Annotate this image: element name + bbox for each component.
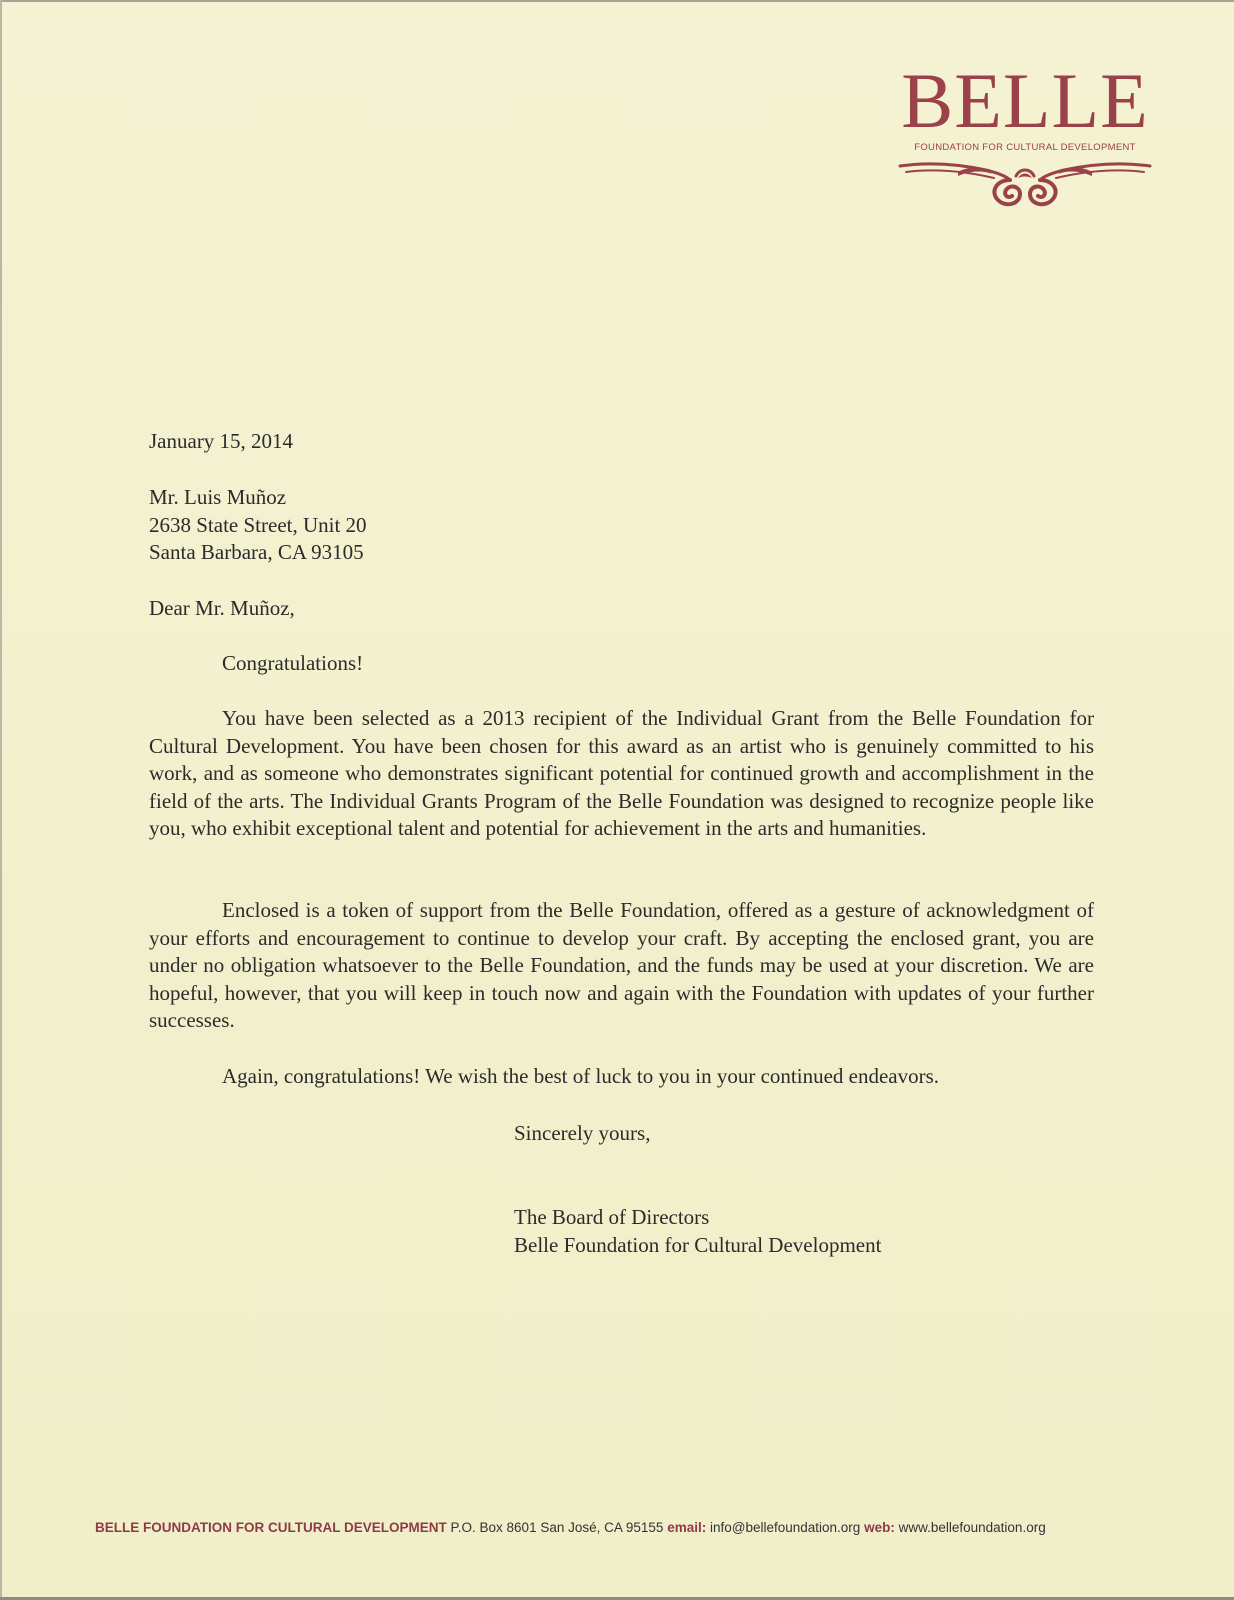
valediction: Sincerely yours,	[514, 1121, 651, 1145]
letter-date: January 15, 2014	[149, 429, 294, 453]
signature-block	[514, 1204, 881, 1259]
recipient-address	[149, 484, 367, 567]
closing-line: Again, congratulations! We wish the best of luck to you in your continued endeavors.	[222, 1064, 940, 1088]
recipient-name: Mr. Luis Muñoz	[149, 485, 287, 509]
signature-line-2: Belle Foundation for Cultural Development	[514, 1232, 882, 1257]
paper-edge-left	[0, 0, 2, 1600]
brand-tagline: FOUNDATION FOR CULTURAL DEVELOPMENT	[914, 142, 1136, 153]
footer-web: www.bellefoundation.org	[898, 1520, 1046, 1535]
footer-web-label: web:	[864, 1520, 895, 1535]
footer-email-label: email:	[667, 1520, 707, 1535]
footer-email: info@bellefoundation.org	[709, 1520, 861, 1535]
recipient-city: Santa Barbara, CA 93105	[149, 540, 364, 564]
body-paragraph: Enclosed is a token of support from the Belle Foundation, offered as a gesture of acknowledgment of your efforts and encouragement to continue to develop your craft. By accepting the enclosed grant, you are under no obligation whatsoever to the Belle Foundation, and the funds may be used at your discretion. We are hopeful, however, that you will keep in touch now and again with the Foundation with updates of your further successes.	[149, 898, 1094, 1032]
letterhead-logo	[896, 57, 1154, 212]
brand-name: BELLE	[901, 57, 1149, 144]
scroll-flourish-icon	[898, 158, 1152, 212]
footer-address: P.O. Box 8601 San José, CA 95155	[450, 1520, 664, 1535]
letterhead-footer	[95, 1520, 1155, 1535]
footer-org-name: BELLE FOUNDATION FOR CULTURAL DEVELOPMENT	[95, 1520, 447, 1535]
paper-edge-top	[0, 0, 1234, 2]
opening-line: Congratulations!	[222, 651, 364, 675]
salutation: Dear Mr. Muñoz,	[149, 596, 295, 620]
body-paragraph: You have been selected as a 2013 recipient of the Individual Grant from the Belle Foundation for Cultural Development. You have been chosen for this award as an artist who is genuinely committed to his work, and as someone who demonstrates significant potential for continued growth and accomplishment in the field of the arts. The Individual Grants Program of the Belle Foundation was designed to recognize people like you, who exhibit exceptional talent and potential for achievement in the arts and humanities.	[149, 706, 1094, 840]
signature-line-1: The Board of Directors	[514, 1205, 710, 1229]
recipient-street: 2638 State Street, Unit 20	[149, 512, 367, 537]
